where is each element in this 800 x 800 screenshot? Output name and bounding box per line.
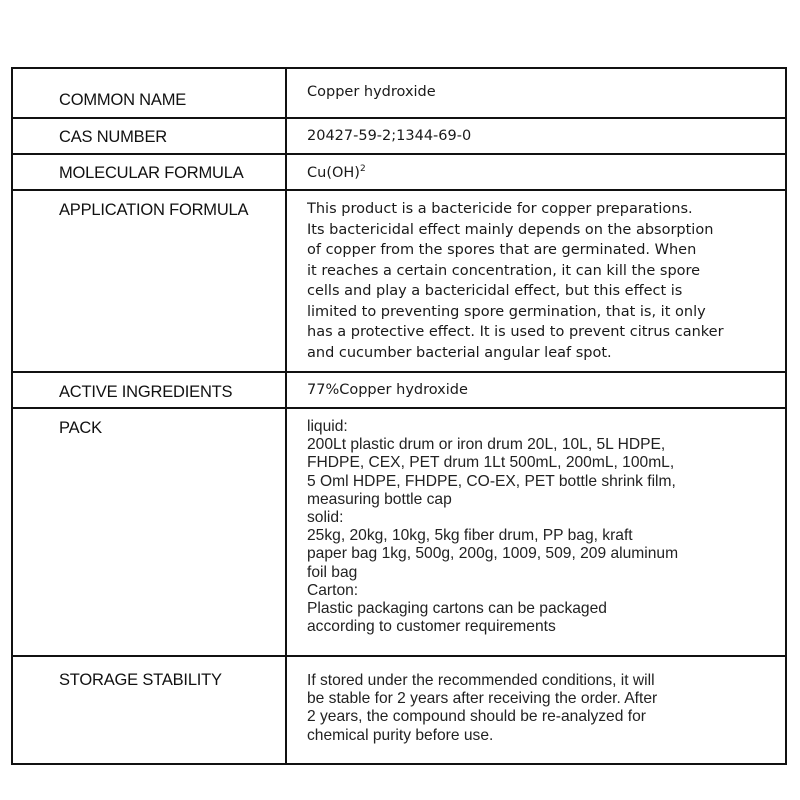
spec-table xyxy=(11,67,787,765)
common-name-value: Copper hydroxide xyxy=(307,84,436,100)
storage-stability-label: STORAGE STABILITY xyxy=(59,671,222,689)
row-molecular-formula xyxy=(13,155,785,191)
active-ingredients-value: 77%Copper hydroxide xyxy=(307,382,468,398)
row-active-ingredients xyxy=(13,373,785,409)
formula-base: Cu(OH) xyxy=(307,165,360,181)
molecular-formula-value xyxy=(307,163,783,184)
pack-label: PACK xyxy=(59,419,102,437)
common-name-label: COMMON NAME xyxy=(59,91,187,109)
cas-number-value: 20427-59-2;1344-69-0 xyxy=(307,128,472,144)
application-formula-value: This product is a bactericide for copper preparations. Its bactericidal effect mainly depends on the absorption of copper from the spores that are germinated. When it reaches a certain concentration, it can kill the spore cells and play a bactericidal effect, but this effect is limited to preventing spore germination, that is, it only has a protective effect. It is used to prevent citrus canker and cucumber bacterial angular leaf spot. xyxy=(307,201,724,361)
storage-stability-value: If stored under the recommended conditions, it will be stable for 2 years after receiving the order. After 2 years, the compound should be re-analyzed for chemical purity before use. xyxy=(307,672,658,744)
cas-number-label: CAS NUMBER xyxy=(59,128,168,146)
active-ingredients-label: ACTIVE INGREDIENTS xyxy=(59,383,233,401)
pack-value: liquid: 200Lt plastic drum or iron drum 20L, 10L, 5L HDPE, FHDPE, CEX, PET drum 1Lt 500mL, 200mL, 100mL, 5 Oml HDPE, FHDPE, CO-EX, PET bottle shrink film, measuring bottle cap solid: 25kg, 20kg, 10kg, 5kg fiber drum, PP bag, kraft paper bag 1kg, 500g, 200g, 1009, 509, 209 aluminum foil bag Carton: Plastic packaging cartons can be packaged according to customer requirements xyxy=(307,418,679,636)
row-storage-stability xyxy=(13,657,785,763)
formula-superscript: 2 xyxy=(359,164,366,175)
row-cas-number xyxy=(13,119,785,155)
row-pack xyxy=(13,409,785,657)
molecular-formula-label: MOLECULAR FORMULA xyxy=(59,164,244,182)
row-common-name xyxy=(13,69,785,119)
row-application-formula xyxy=(13,191,785,373)
application-formula-label: APPLICATION FORMULA xyxy=(59,201,249,219)
